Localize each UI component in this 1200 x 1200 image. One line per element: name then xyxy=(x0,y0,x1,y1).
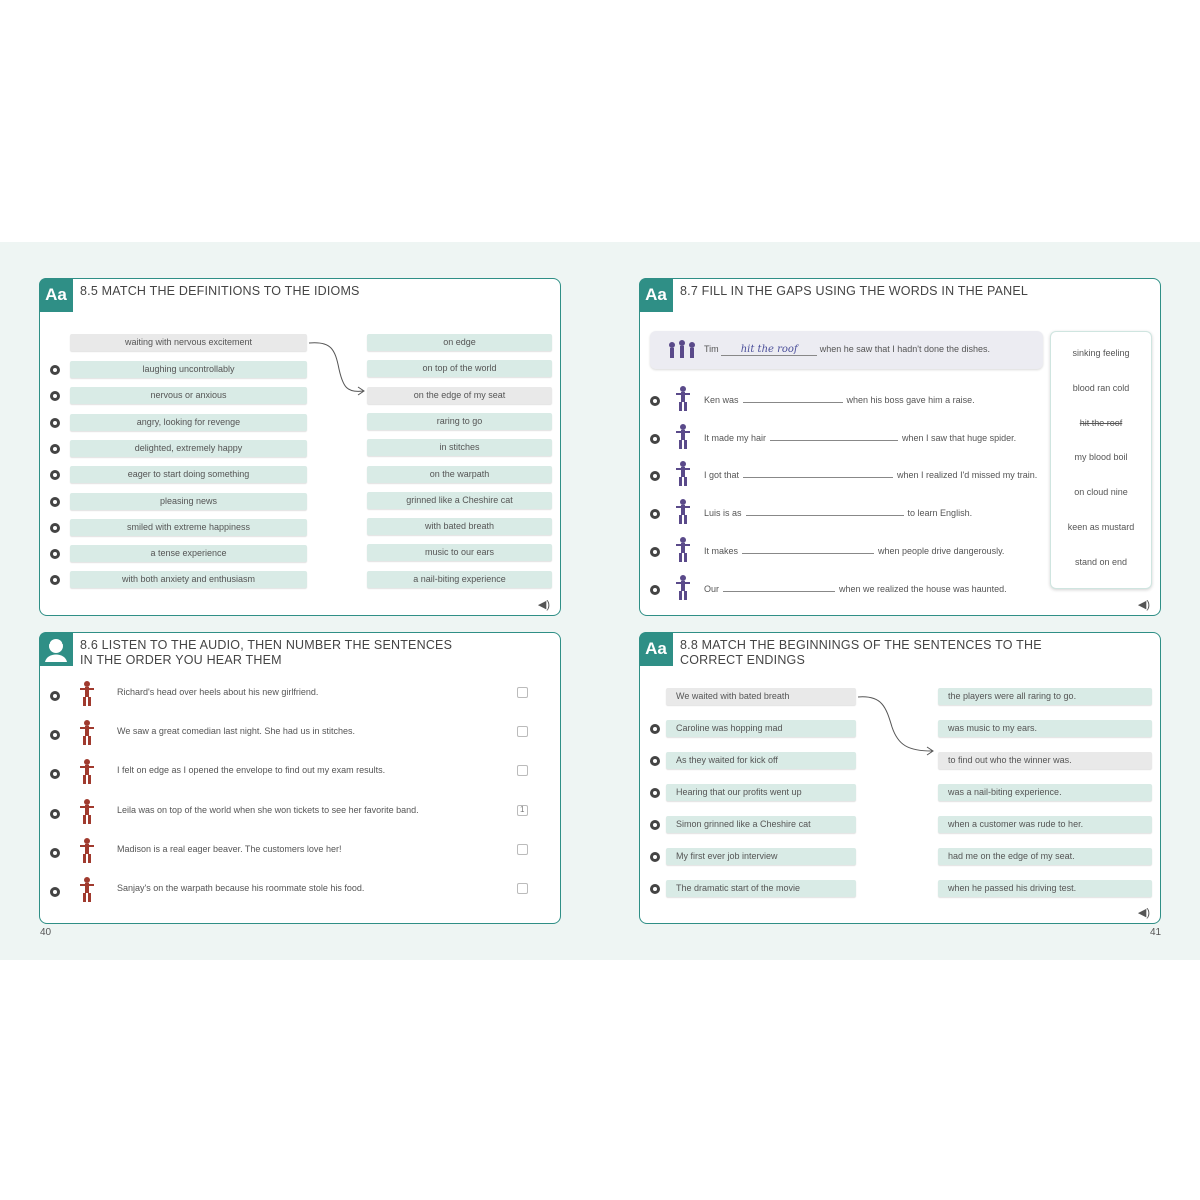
person-figure-icon xyxy=(74,679,100,707)
person-figure-icon xyxy=(670,497,696,525)
idiom-pill: a nail-biting experience xyxy=(367,571,552,588)
panel-word: blood ran cold xyxy=(1072,382,1130,393)
person-figure-icon xyxy=(74,797,100,825)
answer-number-marker xyxy=(50,365,60,375)
answer-number-marker xyxy=(50,575,60,585)
sentence-start: Ken was xyxy=(704,395,739,405)
answer-number-marker xyxy=(50,444,60,454)
gap-sentence xyxy=(704,507,972,518)
exercise-8-7-panel xyxy=(639,278,1161,616)
answer-number-marker xyxy=(50,549,60,559)
head-listen-icon xyxy=(39,632,73,666)
sentence-beginning-pill: Caroline was hopping mad xyxy=(666,720,856,737)
audio-speaker-icon[interactable]: ◀) xyxy=(537,599,550,611)
person-figure-icon xyxy=(670,459,696,487)
answer-number-marker xyxy=(650,788,660,798)
answer-number-marker xyxy=(650,585,660,595)
exercise-8-6-panel xyxy=(39,632,561,924)
panel-word: sinking feeling xyxy=(1072,348,1130,358)
person-figure-icon xyxy=(74,875,100,903)
answer-box-value: 1 xyxy=(520,804,525,814)
audio-speaker-icon[interactable]: ◀) xyxy=(1137,907,1150,919)
answer-number-marker xyxy=(50,523,60,533)
definition-pill: pleasing news xyxy=(70,493,307,510)
panel-word: on cloud nine xyxy=(1074,487,1128,498)
sentence-end: when we realized the house was haunted. xyxy=(839,583,1007,594)
answer-number-marker xyxy=(650,547,660,557)
sentence-end: to learn English. xyxy=(907,508,973,519)
answer-number-marker xyxy=(650,756,660,766)
panel-word: hit the roof xyxy=(1079,417,1123,428)
definition-pill: with both anxiety and enthusiasm xyxy=(70,571,307,588)
gap-sentence xyxy=(704,583,1007,594)
answer-number-marker xyxy=(50,391,60,401)
sentence-ending-pill: the players were all raring to go. xyxy=(938,688,1152,705)
aa-badge: Aa xyxy=(639,632,673,666)
example-arrow xyxy=(307,339,367,399)
sentence-ending-pill: had me on the edge of my seat. xyxy=(938,848,1152,865)
gap-blank[interactable] xyxy=(743,394,843,403)
aa-badge: Aa xyxy=(39,278,73,312)
gap-blank[interactable] xyxy=(743,469,893,478)
example-sentence-box xyxy=(650,331,1043,369)
person-figure-icon xyxy=(670,573,696,601)
sentence-end: when I realized I'd missed my train. xyxy=(897,470,1038,481)
sentence-ending-pill: when he passed his driving test. xyxy=(938,880,1152,897)
idiom-pill: raring to go xyxy=(367,413,552,430)
sentence-text: Richard's head over heels about his new girlfriend. xyxy=(117,687,319,697)
example-sentence: Tim hit the roof when he saw that I hadn't done the dishes. xyxy=(704,344,991,355)
answer-number-marker xyxy=(50,691,60,701)
gap-sentence xyxy=(704,469,1037,480)
gap-sentence xyxy=(704,432,1016,443)
sentence-start: I got that xyxy=(704,470,740,481)
answer-box[interactable] xyxy=(517,687,528,698)
sentence-start: It makes xyxy=(704,545,739,556)
gap-blank[interactable] xyxy=(742,545,874,554)
idiom-pill: with bated breath xyxy=(367,518,552,535)
definition-pill: angry, looking for revenge xyxy=(70,414,307,431)
aa-badge: Aa xyxy=(639,278,673,312)
answer-box[interactable] xyxy=(517,805,528,816)
answer-number-marker xyxy=(50,887,60,897)
idiom-pill: music to our ears xyxy=(367,544,552,561)
person-figure-icon xyxy=(74,757,100,785)
answer-number-marker xyxy=(650,471,660,481)
idiom-pill: on edge xyxy=(367,334,552,351)
sentence-beginning-pill: Hearing that our profits went up xyxy=(666,784,856,801)
answer-number-marker xyxy=(650,396,660,406)
sentence-beginning-pill: As they waited for kick off xyxy=(666,752,856,769)
answer-box[interactable] xyxy=(517,844,528,855)
example-definition: waiting with nervous excitement xyxy=(70,334,307,351)
answer-box[interactable] xyxy=(517,883,528,894)
sentence-text: We saw a great comedian last night. She had us in stitches. xyxy=(117,726,355,737)
exercise-8-7-title: 8.7 FILL IN THE GAPS USING THE WORDS IN THE PANEL xyxy=(680,284,1029,298)
sentence-beginning-pill: Simon grinned like a Cheshire cat xyxy=(666,816,856,833)
person-figure-icon xyxy=(670,422,696,450)
listen-badge xyxy=(39,632,73,666)
answer-number-marker xyxy=(50,848,60,858)
definition-pill: laughing uncontrollably xyxy=(70,361,307,378)
sentence-text: Madison is a real eager beaver. The customers love her! xyxy=(117,843,342,854)
answer-number-marker xyxy=(650,724,660,734)
sentence-end: when people drive dangerously. xyxy=(878,545,1005,556)
sentence-ending-pill: was music to my ears. xyxy=(938,720,1152,737)
answer-number-marker xyxy=(650,852,660,862)
answer-number-marker xyxy=(650,434,660,444)
sentence-start: Our xyxy=(704,583,720,594)
idiom-pill: in stitches xyxy=(367,439,552,456)
person-figure-icon xyxy=(74,836,100,864)
sentence-ending-pill: when a customer was rude to her. xyxy=(938,816,1152,833)
panel-word: my blood boil xyxy=(1074,452,1128,463)
sentence-ending-pill: was a nail-biting experience. xyxy=(938,784,1152,801)
idiom-pill: on the edge of my seat xyxy=(367,387,552,404)
answer-number-marker xyxy=(650,820,660,830)
audio-speaker-icon[interactable]: ◀) xyxy=(1137,599,1150,611)
panel-word: keen as mustard xyxy=(1067,522,1135,532)
idiom-pill: on top of the world xyxy=(367,360,552,377)
gap-blank[interactable] xyxy=(770,432,898,441)
example-beginning: We waited with bated breath xyxy=(666,688,856,705)
definition-pill: a tense experience xyxy=(70,545,307,562)
gap-blank[interactable] xyxy=(746,507,904,516)
example-arrow xyxy=(856,693,936,763)
exercise-8-8-panel xyxy=(639,632,1161,924)
answer-number-marker xyxy=(50,470,60,480)
answer-number-marker xyxy=(50,418,60,428)
sentence-text: I felt on edge as I opened the envelope to find out my exam results. xyxy=(117,765,386,776)
sentence-end: when I saw that huge spider. xyxy=(902,432,1017,443)
page-number-right: 41 xyxy=(1150,927,1162,938)
answer-box[interactable] xyxy=(517,765,528,776)
person-figure-icon xyxy=(74,718,100,746)
sentence-start: It made my hair xyxy=(704,432,767,443)
sentence-beginning-pill: My first ever job interview xyxy=(666,848,856,865)
sentence-text: Sanjay's on the warpath because his roommate stole his food. xyxy=(117,883,365,893)
answer-number-marker xyxy=(650,509,660,519)
gap-sentence xyxy=(704,394,975,405)
book-spread xyxy=(0,242,1200,960)
answer-box[interactable] xyxy=(517,726,528,737)
exercise-8-5-title: 8.5 MATCH THE DEFINITIONS TO THE IDIOMS xyxy=(80,284,360,298)
exercise-8-6-title: 8.6 LISTEN TO THE AUDIO, THEN NUMBER THE SENTENCES IN THE ORDER YOU HEAR THEM xyxy=(80,638,453,667)
answer-number-marker xyxy=(50,730,60,740)
person-figure-icon xyxy=(670,384,696,412)
angry-people-icon xyxy=(664,337,698,365)
person-figure-icon xyxy=(670,535,696,563)
gap-sentence xyxy=(704,545,1004,556)
word-panel xyxy=(1050,331,1152,589)
sentence-ending-pill: to find out who the winner was. xyxy=(938,752,1152,769)
definition-pill: nervous or anxious xyxy=(70,387,307,404)
sentence-start: Luis is as xyxy=(704,508,742,519)
idiom-pill: grinned like a Cheshire cat xyxy=(367,492,552,509)
definition-pill: delighted, extremely happy xyxy=(70,440,307,457)
idiom-pill: on the warpath xyxy=(367,466,552,483)
answer-number-marker xyxy=(50,497,60,507)
definition-pill: smiled with extreme happiness xyxy=(70,519,307,536)
answer-number-marker xyxy=(50,769,60,779)
answer-number-marker xyxy=(650,884,660,894)
sentence-beginning-pill: The dramatic start of the movie xyxy=(666,880,856,897)
exercise-8-5-panel xyxy=(39,278,561,616)
definition-pill: eager to start doing something xyxy=(70,466,307,483)
gap-blank[interactable] xyxy=(723,583,835,592)
exercise-8-8-title: 8.8 MATCH THE BEGINNINGS OF THE SENTENCES TO THE CORRECT ENDINGS xyxy=(680,638,1042,667)
sentence-end: when his boss gave him a raise. xyxy=(846,395,975,405)
panel-word: stand on end xyxy=(1074,556,1128,567)
sentence-text: Leila was on top of the world when she won tickets to see her favorite band. xyxy=(117,804,419,815)
example-answer: hit the roof xyxy=(721,344,817,356)
answer-number-marker xyxy=(50,809,60,819)
page-number-left: 40 xyxy=(40,927,52,938)
